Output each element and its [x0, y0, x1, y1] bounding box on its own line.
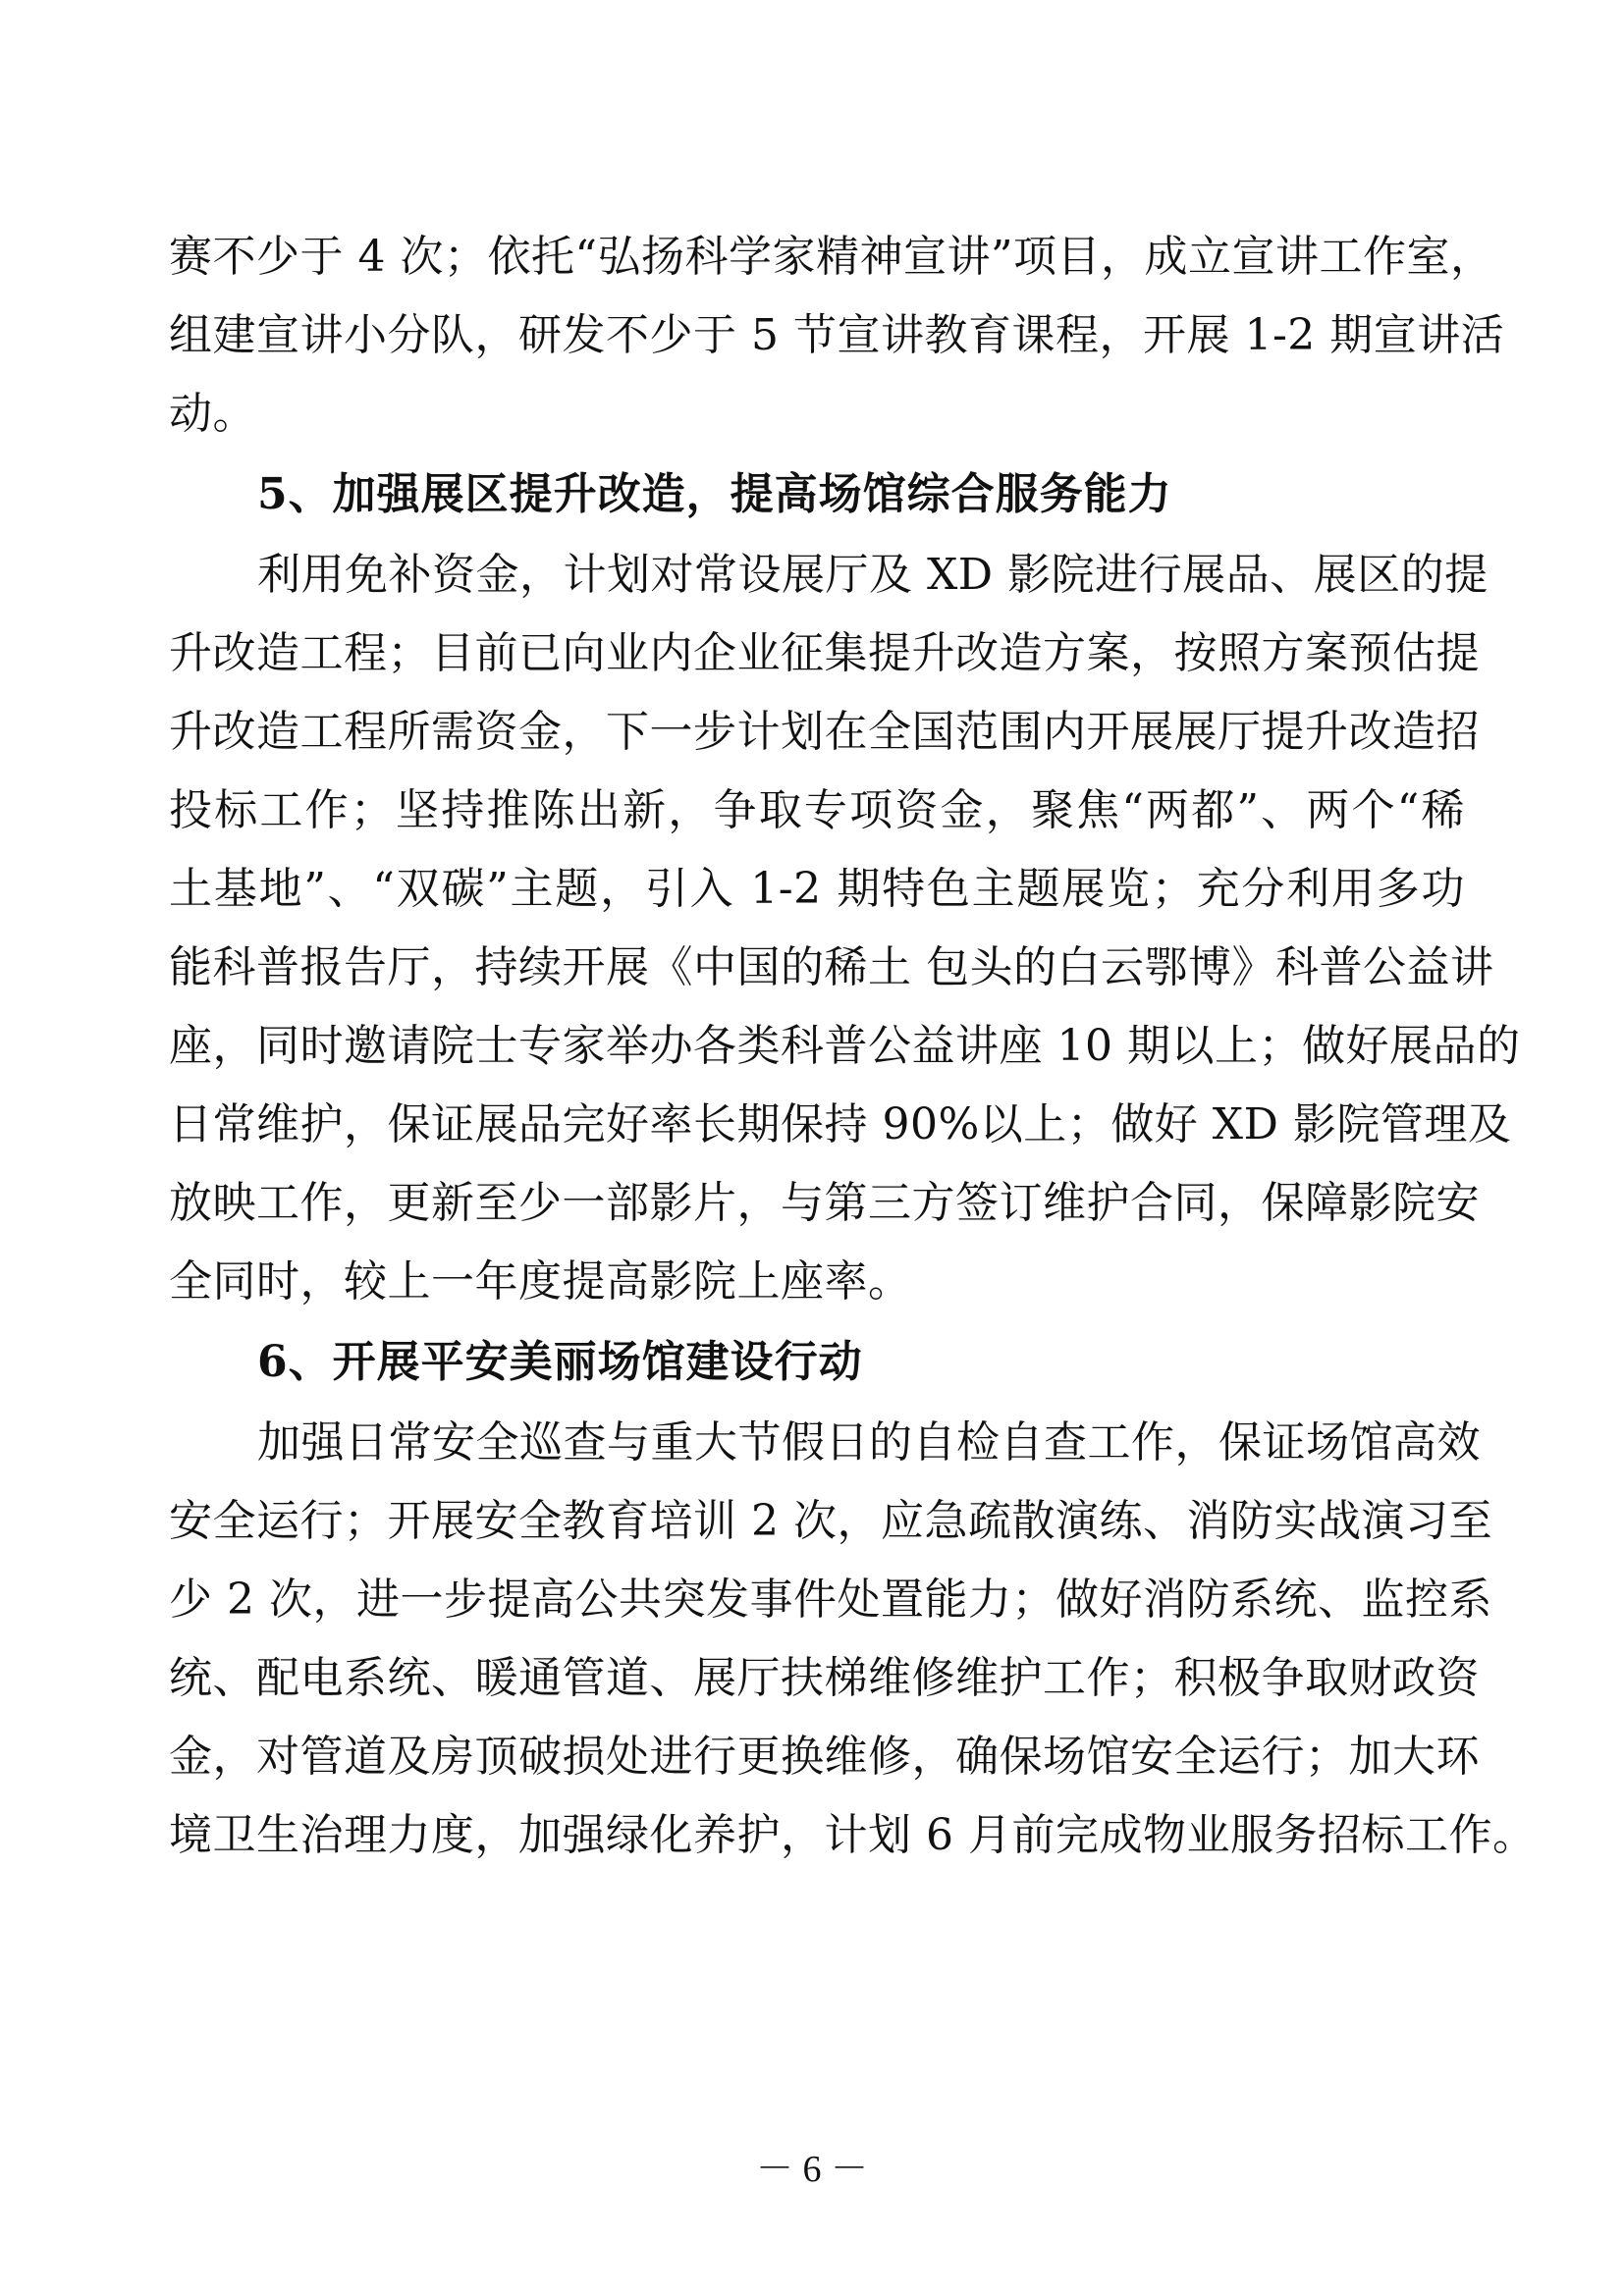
- body-text-line: 放映工作，更新至少一部影片，与第三方签订维护合同，保障影院安: [169, 1178, 1480, 1228]
- body-text-line: 土基地”、“双碳”主题，引入 1-2 期特色主题展览；充分利用多功: [169, 864, 1465, 914]
- body-text-line: 升改造工程；目前已向业内企业征集提升改造方案，按照方案预估提: [169, 628, 1480, 678]
- body-text-line: 能科普报告厅，持续开展《中国的稀土 包头的白云鄂博》科普公益讲: [169, 942, 1494, 992]
- body-text-line: 赛不少于 4 次；依托“弘扬科学家精神宣讲”项目，成立宣讲工作室，: [169, 232, 1494, 282]
- body-text-line: 安全运行；开展安全教育培训 2 次，应急疏散演练、消防实战演习至: [169, 1496, 1492, 1546]
- body-text-line: 日常维护，保证展品完好率长期保持 90%以上；做好 XD 影院管理及: [169, 1099, 1512, 1149]
- body-text-line: 境卫生治理力度，加强绿化养护，计划 6 月前完成物业服务招标工作。: [169, 1810, 1537, 1860]
- body-text-line: 加强日常安全巡查与重大节假日的自检自查工作，保证场馆高效: [257, 1417, 1481, 1468]
- body-text-line: 动。: [169, 389, 256, 439]
- body-text-line: 座，同时邀请院士专家举办各类科普公益讲座 10 期以上；做好展品的: [169, 1021, 1521, 1071]
- body-text-line: 少 2 次，进一步提高公共突发事件处置能力；做好消防系统、监控系: [169, 1575, 1492, 1625]
- body-text-line: 金，对管道及房顶破损处进行更换维修，确保场馆安全运行；加大环: [169, 1732, 1480, 1782]
- body-text-line: 统、配电系统、暖通管道、展厅扶梯维修维护工作；积极争取财政资: [169, 1653, 1480, 1703]
- section-heading-5: 5、加强展区提升改造，提高场馆综合服务能力: [257, 469, 1172, 519]
- page-number: － 6 －: [755, 2149, 868, 2190]
- body-text-line: 升改造工程所需资金，下一步计划在全国范围内开展展厅提升改造招: [169, 707, 1480, 757]
- body-text-line: 投标工作；坚持推陈出新，争取专项资金，聚焦“两都”、两个“稀: [169, 785, 1465, 835]
- section-heading-6: 6、开展平安美丽场馆建设行动: [257, 1337, 863, 1387]
- body-text-line: 组建宣讲小分队，研发不少于 5 节宣讲教育课程，开展 1-2 期宣讲活: [169, 310, 1505, 360]
- body-text-line: 利用免补资金，计划对常设展厅及 XD 影院进行展品、展区的提: [257, 550, 1489, 600]
- body-text-line: 全同时，较上一年度提高影院上座率。: [169, 1256, 912, 1307]
